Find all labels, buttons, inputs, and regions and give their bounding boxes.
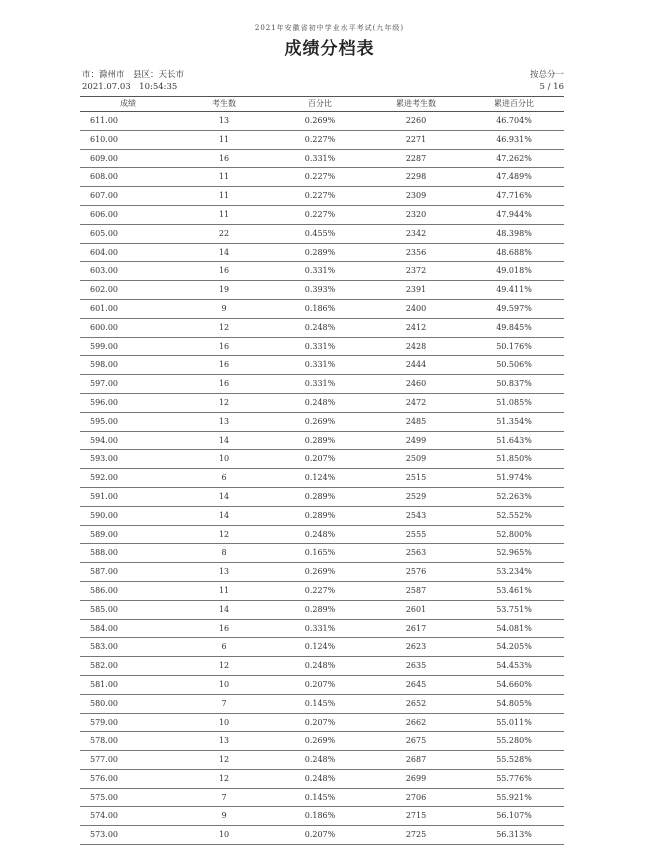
- cell-cumulative-count: 2652: [405, 698, 427, 708]
- cell-cumulative-percent: 55.011%: [496, 717, 532, 727]
- cell-percent: 0.186%: [304, 303, 336, 313]
- cell-count: 10: [218, 679, 230, 689]
- table-row: [80, 676, 564, 695]
- cell-cumulative-percent: 56.107%: [496, 811, 532, 821]
- cell-count: 10: [218, 454, 230, 464]
- cell-cumulative-percent: 54.660%: [496, 679, 532, 689]
- col-header-cumulative-percent: 累进百分比: [494, 99, 534, 108]
- cell-percent: 0.289%: [304, 604, 336, 614]
- cell-count: 12: [218, 322, 230, 332]
- cell-score: 591.00: [90, 491, 118, 501]
- cell-count: 16: [218, 153, 230, 163]
- cell-score: 610.00: [90, 134, 118, 144]
- cell-percent: 0.289%: [304, 491, 336, 501]
- cell-count: 19: [218, 285, 230, 295]
- cell-cumulative-count: 2356: [405, 247, 427, 257]
- cell-cumulative-count: 2499: [405, 435, 427, 445]
- cell-count: 16: [218, 266, 230, 276]
- cell-cumulative-percent: 50.506%: [496, 360, 532, 370]
- cell-score: 604.00: [90, 247, 118, 257]
- table-row: [80, 732, 564, 751]
- cell-count: 13: [218, 416, 230, 426]
- cell-cumulative-percent: 55.528%: [496, 755, 532, 765]
- cell-score: 590.00: [90, 510, 118, 520]
- table-row: [80, 751, 564, 770]
- cell-count: 11: [218, 172, 230, 182]
- cell-cumulative-percent: 47.489%: [496, 172, 532, 182]
- table-row: [80, 319, 564, 338]
- cell-percent: 0.455%: [304, 228, 336, 238]
- table-row: [80, 168, 564, 187]
- cell-score: 593.00: [90, 454, 118, 464]
- cell-cumulative-percent: 49.597%: [496, 303, 532, 313]
- cell-percent: 0.248%: [304, 755, 336, 765]
- cell-cumulative-percent: 55.921%: [496, 792, 532, 802]
- cell-cumulative-percent: 51.085%: [496, 397, 532, 407]
- cell-count: 8: [221, 548, 227, 558]
- cell-cumulative-count: 2485: [405, 416, 427, 426]
- cell-score: 583.00: [90, 642, 118, 652]
- cell-cumulative-count: 2725: [405, 830, 427, 840]
- table-row: [80, 563, 564, 582]
- cell-percent: 0.248%: [304, 322, 336, 332]
- cell-count: 6: [221, 473, 227, 483]
- cell-score: 580.00: [90, 698, 118, 708]
- cell-cumulative-count: 2699: [405, 773, 427, 783]
- cell-cumulative-percent: 47.716%: [496, 191, 532, 201]
- table-row: [80, 300, 564, 319]
- cell-cumulative-percent: 48.688%: [496, 247, 532, 257]
- cell-score: 606.00: [90, 209, 118, 219]
- cell-cumulative-percent: 54.453%: [496, 661, 532, 671]
- cell-cumulative-count: 2555: [405, 529, 427, 539]
- cell-cumulative-percent: 54.081%: [496, 623, 532, 633]
- cell-percent: 0.227%: [304, 172, 336, 182]
- table-row: [80, 150, 564, 169]
- cell-percent: 0.269%: [304, 736, 336, 746]
- page-indicator: 5 / 16: [539, 82, 564, 92]
- cell-count: 11: [218, 585, 230, 595]
- cell-score: 588.00: [90, 548, 118, 558]
- cell-score: 598.00: [90, 360, 118, 370]
- cell-count: 12: [218, 755, 230, 765]
- cell-count: 14: [218, 604, 230, 614]
- cell-count: 11: [218, 134, 230, 144]
- cell-cumulative-percent: 51.850%: [496, 454, 532, 464]
- cell-count: 12: [218, 661, 230, 671]
- cell-count: 7: [221, 698, 227, 708]
- cell-cumulative-percent: 51.974%: [496, 473, 532, 483]
- meta-right: [530, 69, 564, 93]
- cell-score: 600.00: [90, 322, 118, 332]
- cell-percent: 0.248%: [304, 397, 336, 407]
- cell-count: 13: [218, 116, 230, 125]
- cell-cumulative-percent: 46.704%: [496, 116, 532, 125]
- cell-count: 14: [218, 435, 230, 445]
- cell-score: 602.00: [90, 285, 118, 295]
- cell-cumulative-count: 2601: [405, 604, 427, 614]
- cell-score: 575.00: [90, 792, 118, 802]
- cell-cumulative-count: 2623: [405, 642, 427, 652]
- table-row: [80, 544, 564, 563]
- cell-count: 9: [221, 303, 227, 313]
- table-row: [80, 375, 564, 394]
- sort-mode: 按总分一: [529, 70, 564, 80]
- cell-score: 601.00: [90, 303, 118, 313]
- cell-percent: 0.269%: [304, 416, 336, 426]
- cell-score: 609.00: [90, 153, 118, 163]
- cell-cumulative-percent: 47.944%: [496, 209, 532, 219]
- cell-cumulative-count: 2576: [405, 567, 427, 577]
- cell-percent: 0.207%: [304, 830, 336, 840]
- table-row: [80, 657, 564, 676]
- cell-score: 607.00: [90, 191, 118, 201]
- col-header-score: 成绩: [120, 99, 136, 108]
- cell-percent: 0.289%: [304, 247, 336, 257]
- table-row: [80, 507, 564, 526]
- table-row: [80, 262, 564, 281]
- cell-cumulative-percent: 50.837%: [496, 379, 532, 389]
- cell-percent: 0.331%: [304, 379, 336, 389]
- cell-cumulative-count: 2428: [405, 341, 427, 351]
- cell-cumulative-count: 2412: [405, 322, 427, 332]
- cell-cumulative-count: 2563: [405, 548, 427, 558]
- cell-cumulative-count: 2260: [405, 116, 427, 125]
- cell-cumulative-percent: 52.263%: [496, 491, 532, 501]
- cell-cumulative-percent: 53.234%: [496, 567, 532, 577]
- cell-count: 9: [221, 811, 227, 821]
- cell-cumulative-percent: 51.354%: [496, 416, 532, 426]
- table-row: [80, 469, 564, 488]
- cell-cumulative-percent: 48.398%: [496, 228, 532, 238]
- cell-cumulative-percent: 50.176%: [496, 341, 532, 351]
- cell-score: 586.00: [90, 585, 118, 595]
- cell-score: 582.00: [90, 661, 118, 671]
- cell-percent: 0.145%: [304, 698, 336, 708]
- table-row: [80, 338, 564, 357]
- cell-cumulative-percent: 47.262%: [496, 153, 532, 163]
- cell-count: 14: [218, 247, 230, 257]
- cell-percent: 0.331%: [304, 360, 336, 370]
- cell-cumulative-percent: 55.776%: [496, 773, 532, 783]
- cell-cumulative-percent: 49.018%: [496, 266, 532, 276]
- cell-count: 14: [218, 491, 230, 501]
- cell-count: 10: [218, 717, 230, 727]
- table-row: [80, 413, 564, 432]
- cell-score: 597.00: [90, 379, 118, 389]
- cell-score: 576.00: [90, 773, 118, 783]
- cell-count: 7: [221, 792, 227, 802]
- cell-count: 12: [218, 773, 230, 783]
- table-row: [80, 582, 564, 601]
- cell-score: 608.00: [90, 172, 118, 182]
- table-row: [80, 112, 564, 131]
- cell-cumulative-percent: 55.280%: [496, 736, 532, 746]
- table-header: [80, 97, 564, 112]
- cell-cumulative-count: 2472: [405, 397, 427, 407]
- cell-score: 605.00: [90, 228, 118, 238]
- cell-percent: 0.227%: [304, 191, 336, 201]
- cell-count: 12: [218, 397, 230, 407]
- cell-percent: 0.227%: [304, 585, 336, 595]
- cell-score: 592.00: [90, 473, 118, 483]
- cell-count: 13: [218, 736, 230, 746]
- cell-count: 6: [221, 642, 227, 652]
- cell-cumulative-percent: 52.965%: [496, 548, 532, 558]
- cell-percent: 0.145%: [304, 792, 336, 802]
- cell-cumulative-count: 2342: [405, 228, 427, 238]
- table-row: [80, 450, 564, 469]
- cell-cumulative-count: 2271: [405, 134, 427, 144]
- cell-score: 581.00: [90, 679, 118, 689]
- cell-count: 12: [218, 529, 230, 539]
- cell-percent: 0.393%: [304, 285, 336, 295]
- cell-cumulative-count: 2298: [405, 172, 427, 182]
- cell-cumulative-percent: 51.643%: [496, 435, 532, 445]
- cell-cumulative-percent: 52.552%: [496, 510, 532, 520]
- cell-cumulative-count: 2391: [405, 285, 427, 295]
- table-row: [80, 187, 564, 206]
- cell-percent: 0.269%: [304, 567, 336, 577]
- table-row: [80, 206, 564, 225]
- cell-score: 585.00: [90, 604, 118, 614]
- cell-cumulative-count: 2320: [405, 209, 427, 219]
- cell-percent: 0.269%: [304, 116, 336, 125]
- table-row: [80, 638, 564, 657]
- table-row: [80, 244, 564, 263]
- cell-cumulative-count: 2287: [405, 153, 427, 163]
- cell-cumulative-percent: 46.931%: [496, 134, 532, 144]
- col-header-percent: 百分比: [308, 99, 332, 108]
- cell-cumulative-percent: 54.805%: [496, 698, 532, 708]
- meta-left: [82, 69, 184, 93]
- cell-percent: 0.331%: [304, 623, 336, 633]
- table-row: [80, 394, 564, 413]
- table-row: [80, 488, 564, 507]
- cell-cumulative-count: 2587: [405, 585, 427, 595]
- cell-count: 22: [218, 228, 230, 238]
- cell-percent: 0.248%: [304, 773, 336, 783]
- cell-percent: 0.207%: [304, 454, 336, 464]
- cell-cumulative-count: 2635: [405, 661, 427, 671]
- cell-score: 611.00: [90, 116, 118, 125]
- cell-cumulative-count: 2715: [405, 811, 427, 821]
- cell-score: 574.00: [90, 811, 118, 821]
- cell-percent: 0.124%: [304, 473, 336, 483]
- document-title: 成绩分档表: [284, 39, 375, 59]
- cell-cumulative-percent: 52.800%: [496, 529, 532, 539]
- cell-percent: 0.227%: [304, 209, 336, 219]
- cell-cumulative-percent: 49.845%: [496, 322, 532, 332]
- cell-percent: 0.207%: [304, 717, 336, 727]
- cell-cumulative-count: 2309: [405, 191, 427, 201]
- cell-percent: 0.165%: [304, 548, 336, 558]
- table-row: [80, 770, 564, 789]
- document-subtitle: 2021年安徽省初中学业水平考试(九年级): [254, 24, 405, 32]
- cell-percent: 0.207%: [304, 679, 336, 689]
- cell-percent: 0.331%: [304, 266, 336, 276]
- cell-count: 14: [218, 510, 230, 520]
- cell-cumulative-count: 2675: [405, 736, 427, 746]
- cell-count: 16: [218, 360, 230, 370]
- table-row: [80, 526, 564, 545]
- cell-cumulative-count: 2460: [405, 379, 427, 389]
- cell-cumulative-count: 2706: [405, 792, 427, 802]
- cell-cumulative-count: 2509: [405, 454, 427, 464]
- cell-percent: 0.248%: [304, 661, 336, 671]
- cell-count: 11: [218, 191, 230, 201]
- cell-count: 11: [218, 209, 230, 219]
- region-label: 市：滁州市 县区：天长市: [82, 70, 185, 80]
- cell-percent: 0.289%: [304, 510, 336, 520]
- cell-percent: 0.186%: [304, 811, 336, 821]
- cell-cumulative-percent: 53.461%: [496, 585, 532, 595]
- table-row: [80, 789, 564, 808]
- cell-count: 16: [218, 341, 230, 351]
- table-row: [80, 695, 564, 714]
- table-row: [80, 432, 564, 451]
- cell-percent: 0.289%: [304, 435, 336, 445]
- cell-cumulative-count: 2372: [405, 266, 427, 276]
- table-row: [80, 601, 564, 620]
- cell-cumulative-count: 2543: [405, 510, 427, 520]
- cell-score: 589.00: [90, 529, 118, 539]
- cell-cumulative-count: 2515: [405, 473, 427, 483]
- cell-percent: 0.124%: [304, 642, 336, 652]
- print-datetime: 2021.07.03 10:54:35: [82, 82, 178, 92]
- cell-score: 603.00: [90, 266, 118, 276]
- table-row: [80, 620, 564, 639]
- score-table: [80, 96, 564, 845]
- cell-cumulative-percent: 56.313%: [496, 830, 532, 840]
- cell-percent: 0.331%: [304, 341, 336, 351]
- table-body: [80, 112, 564, 845]
- col-header-cumulative-count: 累进考生数: [396, 99, 436, 108]
- cell-score: 573.00: [90, 830, 118, 840]
- cell-cumulative-count: 2662: [405, 717, 427, 727]
- cell-cumulative-count: 2645: [405, 679, 427, 689]
- cell-cumulative-count: 2444: [405, 360, 427, 370]
- table-row: [80, 826, 564, 845]
- cell-cumulative-count: 2400: [405, 303, 427, 313]
- table-row: [80, 281, 564, 300]
- cell-percent: 0.227%: [304, 134, 336, 144]
- table-row: [80, 807, 564, 826]
- cell-cumulative-percent: 49.411%: [496, 285, 532, 295]
- cell-score: 595.00: [90, 416, 118, 426]
- cell-cumulative-count: 2529: [405, 491, 427, 501]
- cell-score: 599.00: [90, 341, 118, 351]
- cell-score: 579.00: [90, 717, 118, 727]
- table-row: [80, 714, 564, 733]
- cell-cumulative-count: 2617: [405, 623, 427, 633]
- table-row: [80, 356, 564, 375]
- table-row: [80, 131, 564, 150]
- cell-score: 584.00: [90, 623, 118, 633]
- cell-score: 596.00: [90, 397, 118, 407]
- col-header-count: 考生数: [212, 99, 236, 108]
- cell-score: 594.00: [90, 435, 118, 445]
- cell-count: 16: [218, 623, 230, 633]
- cell-count: 10: [218, 830, 230, 840]
- cell-cumulative-percent: 53.751%: [496, 604, 532, 614]
- cell-cumulative-count: 2687: [405, 755, 427, 765]
- cell-score: 577.00: [90, 755, 118, 765]
- cell-percent: 0.331%: [304, 153, 336, 163]
- cell-count: 13: [218, 567, 230, 577]
- cell-count: 16: [218, 379, 230, 389]
- table-row: [80, 225, 564, 244]
- cell-score: 578.00: [90, 736, 118, 746]
- cell-cumulative-percent: 54.205%: [496, 642, 532, 652]
- cell-percent: 0.248%: [304, 529, 336, 539]
- cell-score: 587.00: [90, 567, 118, 577]
